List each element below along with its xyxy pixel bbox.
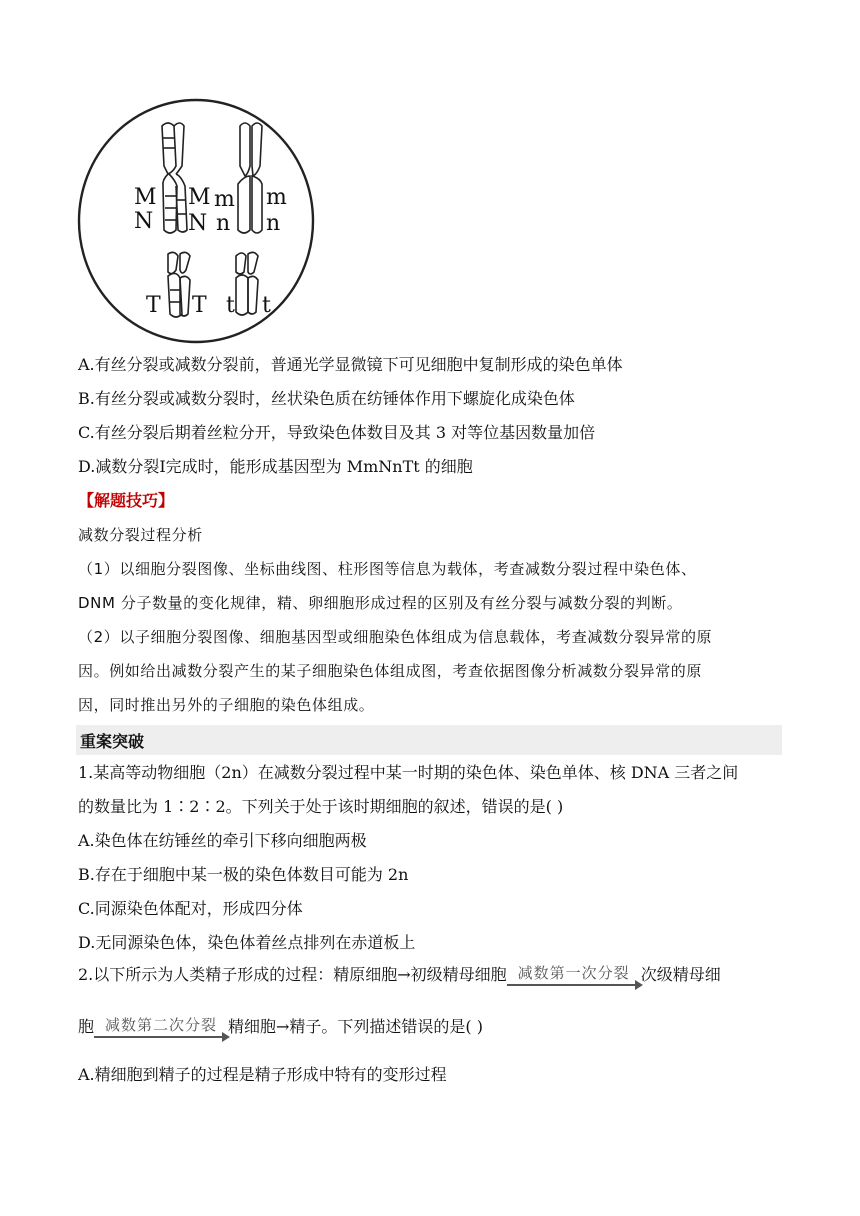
tips-subtitle: 减数分裂过程分析	[78, 526, 203, 544]
arrow-shaft	[507, 984, 641, 986]
gene-label-N: N	[188, 211, 208, 236]
meiosis-two-arrow	[94, 1016, 228, 1038]
chromosome-T-banded	[168, 252, 190, 317]
arrow2-label: 减数第二次分裂	[105, 1016, 218, 1034]
tips-heading: 【解题技巧】	[78, 491, 175, 510]
q2-stem-part4: 精细胞→精子。下列描述错误的是( )	[228, 1017, 483, 1036]
meiosis-one-arrow	[507, 964, 641, 986]
gene-label-n: n	[266, 211, 281, 236]
gene-label-m: m	[214, 187, 235, 212]
q1-option-d: D.无同源染色体，染色体着丝点排列在赤道板上	[78, 933, 416, 952]
q1-stem-line2: 的数量比为 1∶2∶2。下列关于处于该时期细胞的叙述，错误的是( )	[78, 797, 564, 816]
q1-option-a: A.染色体在纺锤丝的牵引下移向细胞两极	[78, 831, 367, 850]
chromosome-M-N-banded	[162, 123, 187, 233]
gene-label-t: t	[262, 293, 271, 318]
arrow-shaft	[94, 1036, 228, 1038]
tips-p2-line1: （2）以子细胞分裂图像、细胞基因型或细胞染色体组成为信息载体，考查减数分裂异常的原	[78, 628, 713, 646]
q1-stem-line1: 1.某高等动物细胞（2n）在减数分裂过程中某一时期的染色体、染色单体、核 DNA 三者之间	[78, 763, 739, 782]
gene-label-N: N	[134, 209, 154, 234]
q2-option-a: A.精细胞到精子的过程是精子形成中特有的变形过程	[78, 1065, 447, 1084]
tips-p2-line3: 因，同时推出另外的子细胞的染色体组成。	[78, 696, 375, 714]
q2-stem-part3: 胞	[78, 1017, 95, 1036]
q2-stem-part2: 次级精母细	[640, 965, 721, 984]
q2-stem-line2	[78, 1016, 483, 1038]
q1-option-b: B.存在于细胞中某一极的染色体数目可能为 2n	[78, 865, 409, 884]
gene-label-T: T	[192, 293, 207, 318]
arrow1-label: 减数第一次分裂	[517, 964, 630, 982]
q2-stem-part1: 2.以下所示为人类精子形成的过程：精原细胞→初级精母细胞	[78, 965, 507, 984]
section-title: 重案突破	[80, 732, 145, 751]
tips-p1-line2: DNM 分子数量的变化规律，精、卵细胞形成过程的区别及有丝分裂与减数分裂的判断。	[78, 594, 683, 612]
prev-option-c: C.有丝分裂后期着丝粒分开，导致染色体数目及其 3 对等位基因数量加倍	[78, 423, 596, 442]
gene-label-m: m	[266, 185, 287, 210]
tips-p2-line2: 因。例如给出减数分裂产生的某子细胞染色体组成图，考查依据图像分析减数分裂异常的原	[78, 662, 703, 680]
q1-option-c: C.同源染色体配对，形成四分体	[78, 899, 303, 918]
q2-stem-line1	[78, 964, 721, 986]
tips-p1-line1: （1）以细胞分裂图像、坐标曲线图、柱形图等信息为载体，考查减数分裂过程中染色体、	[78, 560, 697, 578]
chromosome-t-smooth	[236, 252, 258, 315]
gene-label-M: M	[134, 185, 157, 210]
prev-option-d: D.减数分裂Ⅰ完成时，能形成基因型为 MmNnTt 的细胞	[78, 457, 473, 476]
gene-label-M: M	[188, 185, 211, 210]
prev-option-b: B.有丝分裂或减数分裂时，丝状染色质在纺锤体作用下螺旋化成染色体	[78, 389, 575, 408]
gene-label-t: t	[226, 293, 235, 318]
gene-label-T: T	[146, 293, 161, 318]
prev-option-a: A.有丝分裂或减数分裂前，普通光学显微镜下可见细胞中复制形成的染色单体	[78, 355, 623, 374]
cell-chromosome-figure	[76, 96, 316, 346]
chromosome-m-n-smooth	[238, 123, 262, 233]
gene-label-n: n	[216, 211, 231, 236]
section-band	[76, 725, 782, 755]
